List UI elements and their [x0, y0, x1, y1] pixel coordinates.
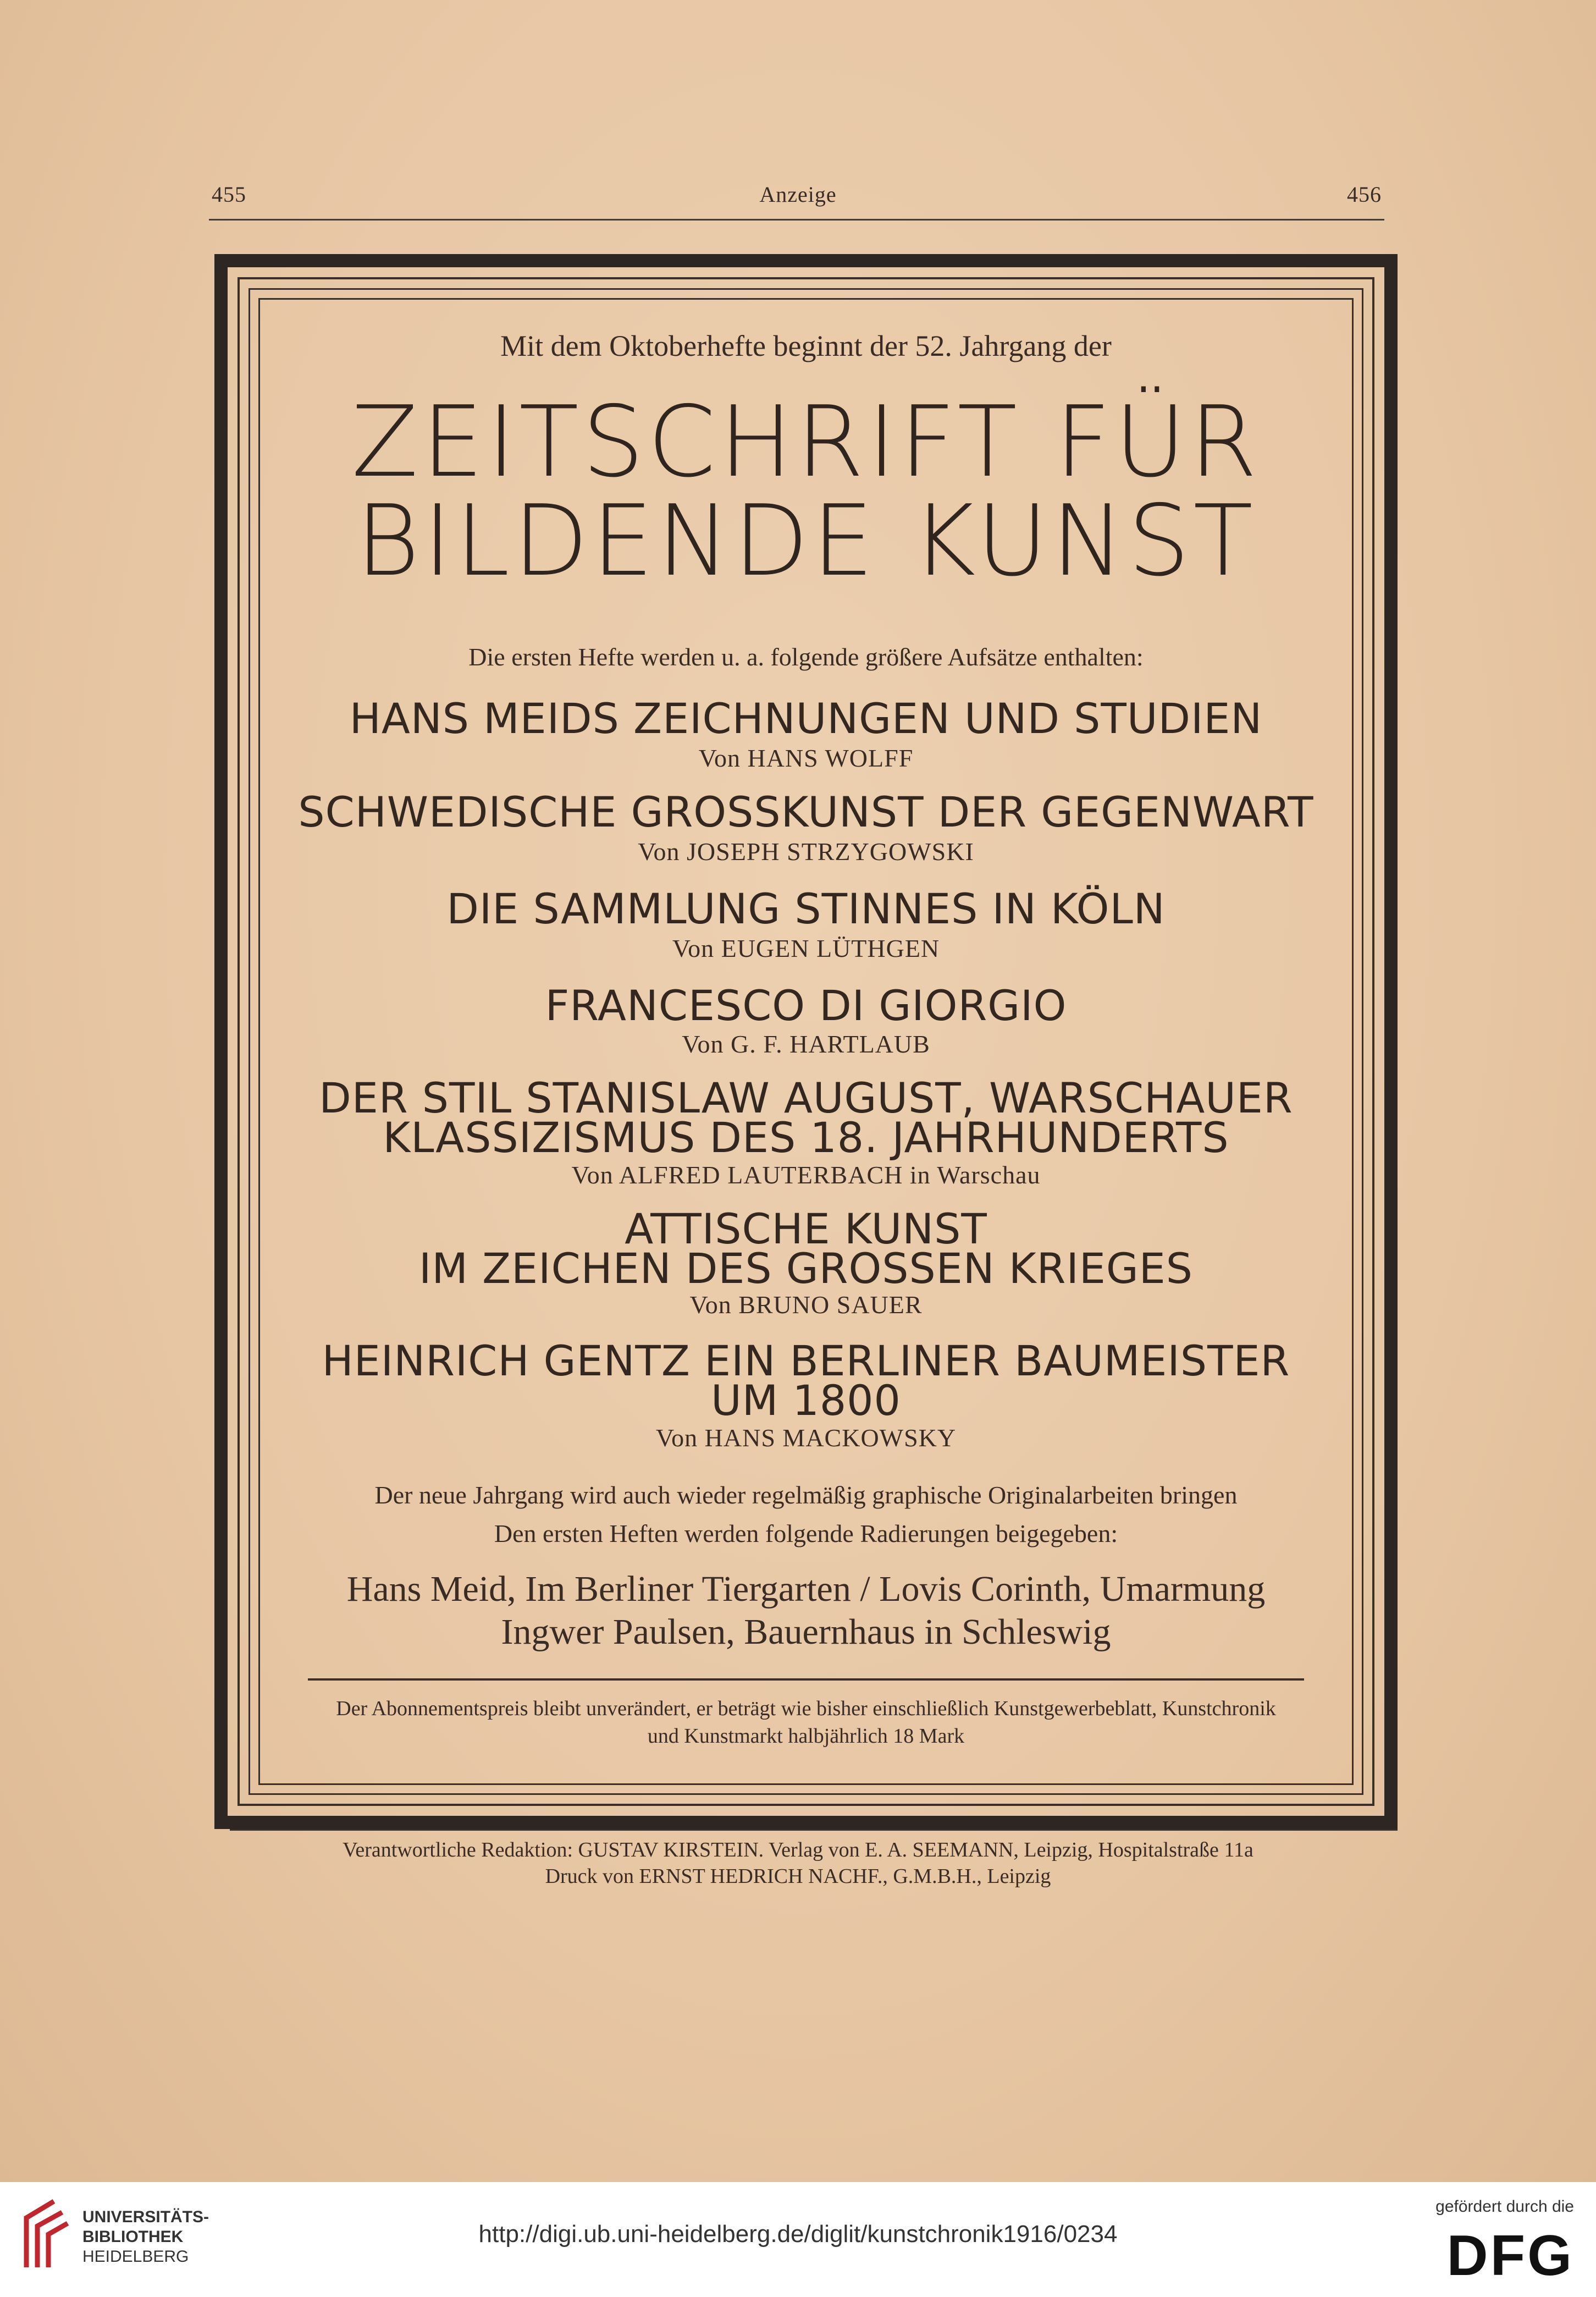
price-line1: Der Abonnementspreis bleibt unverändert, er beträgt wie bisher einschließlich Kunstgewerbeblatt, Kunstchronik — [336, 1697, 1276, 1720]
article-title: FRANCESCO DI GIORGIO — [545, 981, 1067, 1030]
ad-intro: Mit dem Oktoberhefte beginnt der 52. Jahrgang der — [500, 329, 1112, 362]
price-separator — [308, 1678, 1304, 1681]
article-author: Von EUGEN LÜTHGEN — [672, 934, 940, 962]
article-title-cont: UM 1800 — [711, 1376, 901, 1425]
running-header: Anzeige — [759, 182, 837, 207]
digitization-banner — [0, 2182, 1596, 2297]
dfg-logo: DFG — [1446, 2224, 1574, 2288]
funding-caption: gefördert durch die — [1435, 2197, 1574, 2216]
article-author: Von HANS WOLFF — [698, 744, 914, 772]
article-title: SCHWEDISCHE GROSSKUNST DER GEGENWART — [298, 787, 1314, 836]
article-author: Von G. F. HARTLAUB — [682, 1030, 930, 1058]
article-author: Von BRUNO SAUER — [689, 1291, 923, 1319]
price-line2: und Kunstmarkt halbjährlich 18 Mark — [647, 1725, 965, 1748]
footer-line1: Verantwortliche Redaktion: GUSTAV KIRSTEIN. Verlag von E. A. SEEMANN, Leipzig, Hospitalstraße 11a — [343, 1838, 1253, 1861]
etchings-note: Den ersten Heften werden folgende Radierungen beigegeben: — [494, 1519, 1118, 1547]
ad-subtitle: Die ersten Hefte werden u. a. folgende größere Aufsätze enthalten: — [468, 643, 1144, 671]
graphic-note: Der neue Jahrgang wird auch wieder regelmäßig graphische Originalarbeiten bringen — [374, 1481, 1238, 1509]
article-author: Von HANS MACKOWSKY — [655, 1424, 957, 1452]
page-number-left: 455 — [212, 182, 246, 207]
article-title: ATTISCHE KUNST — [625, 1204, 987, 1253]
ad-title-line1: ZEITSCHRIFT FÜR — [351, 385, 1261, 499]
article-title: DER STIL STANISLAW AUGUST, WARSCHAUER — [319, 1073, 1293, 1122]
library-line1: UNIVERSITÄTS- — [82, 2208, 209, 2226]
article-title-cont: IM ZEICHEN DES GROSSEN KRIEGES — [418, 1244, 1194, 1293]
article-title: DIE SAMMLUNG STINNES IN KÖLN — [446, 884, 1166, 933]
ad-title-line2: BILDENDE KUNST — [355, 484, 1257, 598]
article-author: Von ALFRED LAUTERBACH in Warschau — [571, 1161, 1041, 1189]
etchings-line1: Hans Meid, Im Berliner Tiergarten / Lovis Corinth, Umarmung — [346, 1569, 1266, 1609]
library-line2: BIBLIOTHEK — [82, 2228, 184, 2246]
footer-rule — [230, 1829, 1398, 1831]
article-title-cont: KLASSIZISMUS DES 18. JAHRHUNDERTS — [383, 1113, 1229, 1162]
library-line3: HEIDELBERG — [82, 2248, 189, 2266]
footer-line2: Druck von ERNST HEDRICH NACHF., G.M.B.H., Leipzig — [545, 1865, 1051, 1888]
article-title: HANS MEIDS ZEICHNUNGEN UND STUDIEN — [349, 694, 1263, 743]
header-rule — [209, 219, 1384, 221]
article-title: HEINRICH GENTZ EIN BERLINER BAUMEISTER — [322, 1336, 1290, 1385]
etchings-line2: Ingwer Paulsen, Bauernhaus in Schleswig — [501, 1612, 1111, 1652]
source-url[interactable]: http://digi.ub.uni-heidelberg.de/diglit/kunstchronik1916/0234 — [478, 2221, 1118, 2248]
page-number-right: 456 — [1347, 182, 1382, 207]
article-author: Von JOSEPH STRZYGOWSKI — [638, 838, 974, 866]
